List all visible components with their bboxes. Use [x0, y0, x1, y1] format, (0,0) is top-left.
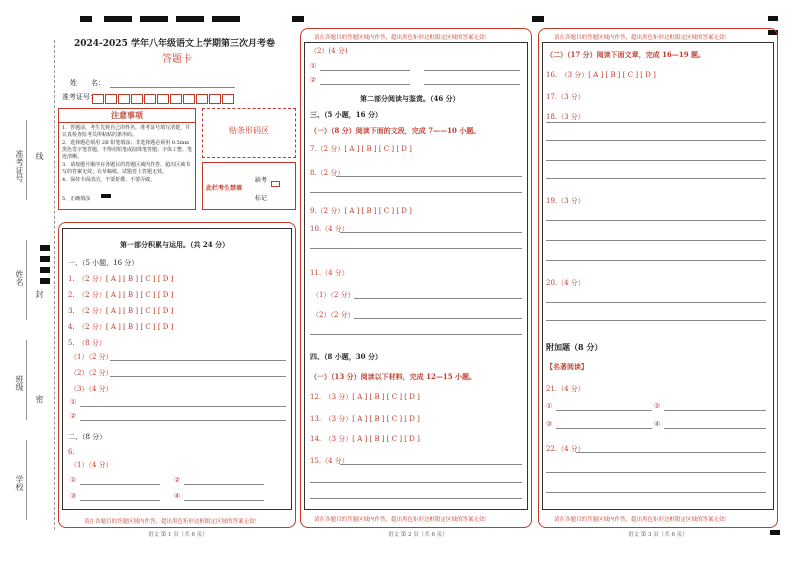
- question-18: 18.（3 分）: [546, 113, 585, 121]
- registration-mark: [770, 530, 780, 535]
- group-1: （一）（8 分）阅读下面的文段，完成 7——10 小题。: [310, 126, 481, 135]
- barcode-label: 贴条形码区: [229, 126, 269, 135]
- section-title-2: 第二部分阅读与鉴赏。（46 分）: [360, 94, 460, 103]
- answer-line[interactable]: [546, 240, 766, 241]
- fill-sample: [101, 194, 111, 198]
- question-7[interactable]: 7.（2 分）[ A ] [ B ] [ C ] [ D ]: [310, 145, 412, 153]
- question-14[interactable]: 14. （3 分）[ A ] [ B ] [ C ] [ D ]: [310, 435, 420, 443]
- answer-line[interactable]: [310, 482, 522, 483]
- answer-line[interactable]: [310, 248, 522, 249]
- bonus-title: 附加题（8 分）: [546, 342, 603, 352]
- question-2[interactable]: 2. （2 分）[ A ] [ B ] [ C ] [ D ]: [68, 291, 174, 299]
- answer-line[interactable]: [546, 320, 766, 321]
- choice-6-2: ②: [174, 476, 181, 484]
- absent-label: 此栏考生禁填: [206, 185, 243, 192]
- answer-line[interactable]: [310, 334, 522, 335]
- registration-mark: [80, 16, 92, 22]
- id-label: 准考证号：: [62, 93, 97, 101]
- side-underline: [26, 120, 27, 200]
- notice-box: [58, 108, 196, 210]
- footer-2: 语文 第 2 页（共 6 页）: [388, 532, 448, 538]
- registration-mark: [40, 245, 50, 251]
- warning-2-top: 请在各题目的答题区域内作答，超出黑色矩形边框限定区域的答案无效！: [314, 35, 491, 41]
- answer-line[interactable]: [546, 260, 766, 261]
- answer-line[interactable]: [80, 484, 160, 485]
- choice-3-1: ①: [546, 402, 553, 410]
- answer-line[interactable]: [546, 492, 766, 493]
- choice-3-4: ④: [654, 420, 661, 428]
- question-12[interactable]: 12. （3 分）[ A ] [ B ] [ C ] [ D ]: [310, 393, 420, 401]
- choice-2-2: ②: [310, 76, 317, 84]
- footer-1: 语文 第 1 页（共 6 页）: [148, 532, 208, 538]
- question-5-2: （2）（2 分）: [70, 369, 113, 377]
- question-13[interactable]: 13. （3 分）[ A ] [ B ] [ C ] [ D ]: [310, 415, 420, 423]
- answer-line[interactable]: [546, 140, 766, 141]
- side-label-id: 准考证号: [15, 150, 24, 182]
- side-label-class: 班级: [15, 375, 24, 391]
- answer-line[interactable]: [664, 428, 766, 429]
- absent-box: [202, 162, 296, 210]
- answer-line[interactable]: [80, 500, 160, 501]
- side-label-school: 学校: [15, 475, 24, 491]
- binding-line: [54, 40, 55, 530]
- answer-line[interactable]: [556, 428, 652, 429]
- answer-line[interactable]: [576, 452, 766, 453]
- name-field[interactable]: [110, 87, 235, 88]
- question-9[interactable]: 9.（2 分）[ A ] [ B ] [ C ] [ D ]: [310, 207, 412, 215]
- absent-mark-label: 缺考: [255, 177, 268, 184]
- registration-mark: [140, 16, 168, 22]
- question-3[interactable]: 3. （2 分）[ A ] [ B ] [ C ] [ D ]: [68, 307, 174, 315]
- side-underline: [26, 240, 27, 320]
- answer-line[interactable]: [80, 406, 286, 407]
- answer-line[interactable]: [546, 302, 766, 303]
- part-3: 三、（5 小题，16 分）: [310, 110, 382, 119]
- answer-line[interactable]: [354, 318, 522, 319]
- question-4[interactable]: 4. （2 分）[ A ] [ B ] [ C ] [ D ]: [68, 323, 174, 331]
- answer-line[interactable]: [336, 176, 522, 177]
- notice-title: 注意事项: [59, 109, 195, 123]
- registration-mark: [40, 267, 50, 273]
- question-21: 21.（4 分）: [546, 385, 585, 393]
- registration-mark: [40, 256, 50, 262]
- side-underline: [26, 440, 27, 520]
- registration-mark: [532, 16, 544, 22]
- notice-item: 1．答题前，考生先将自己的姓名，准考证号填写清楚，并认真检查监考员所粘贴的条形码。: [62, 125, 191, 138]
- registration-mark: [104, 16, 132, 22]
- answer-line[interactable]: [340, 464, 522, 465]
- group-2: （一）（13 分）阅读以下材料，完成 12—15 小题。: [310, 372, 477, 381]
- section-title-1: 第一部分积累与运用。（共 24 分）: [120, 240, 230, 249]
- page-title: 2024-2025 学年八年级语文上学期第三次月考卷: [74, 39, 275, 49]
- answer-line[interactable]: [110, 376, 286, 377]
- answer-line[interactable]: [320, 84, 410, 85]
- answer-line[interactable]: [546, 160, 766, 161]
- answer-line[interactable]: [184, 484, 264, 485]
- answer-line[interactable]: [664, 410, 766, 411]
- notice-item: 5．正确填涂: [62, 196, 91, 202]
- registration-mark: [40, 278, 50, 284]
- answer-line[interactable]: [340, 232, 522, 233]
- answer-line[interactable]: [310, 192, 522, 193]
- question-6-2: （2）(4 分): [310, 47, 348, 55]
- registration-mark: [176, 16, 204, 22]
- group-3: （二）（17 分）阅读下面文章，完成 16—19 题。: [546, 50, 706, 59]
- side-label-secret: 密: [35, 395, 44, 403]
- answer-line[interactable]: [546, 122, 766, 123]
- part-1: 一、（5 小题，16 分）: [68, 259, 139, 267]
- question-15: 15.（4 分）: [310, 457, 349, 465]
- question-6: 6.: [68, 448, 75, 456]
- answer-line[interactable]: [320, 70, 410, 71]
- answer-line[interactable]: [184, 500, 264, 501]
- question-5-1: （1）（2 分）: [70, 353, 113, 361]
- absent-mark-label: 标记: [255, 195, 268, 202]
- answer-line[interactable]: [424, 84, 520, 85]
- warning-2: 请在各题目的答题区域内作答，超出黑色矩形边框限定区域的答案无效！: [314, 517, 491, 523]
- answer-line[interactable]: [310, 498, 522, 499]
- side-label-line: 线: [35, 152, 44, 160]
- registration-mark: [212, 16, 240, 22]
- side-label-seal: 封: [35, 290, 44, 298]
- answer-line[interactable]: [80, 420, 286, 421]
- footer-3: 语文 第 3 页（共 6 页）: [628, 532, 688, 538]
- barcode-area: [202, 108, 296, 158]
- choice-6-3: ③: [70, 492, 77, 500]
- answer-line[interactable]: [546, 220, 766, 221]
- warning-1: 请在各题目的答题区域内作答，超出黑色矩形边框限定区域的答案无效！: [84, 519, 261, 525]
- warning-3: 请在各题目的答题区域内作答，超出黑色矩形边框限定区域的答案无效！: [554, 517, 731, 523]
- part-4: 四、（8 小题，30 分）: [310, 352, 382, 361]
- question-22: 22.（4 分）: [546, 445, 585, 453]
- question-11-1: （1）（2 分）: [312, 291, 355, 299]
- page-subtitle: 答题卡: [162, 54, 192, 65]
- side-label-name: 姓名: [15, 270, 24, 286]
- question-20: 20.（4 分）: [546, 279, 585, 287]
- registration-mark: [292, 16, 304, 22]
- warning-3-top: 请在各题目的答题区域内作答，超出黑色矩形边框限定区域的答案无效！: [554, 35, 731, 41]
- notice-item: 3．请按题号顺序在各题目的答题区域内作答，超出区域书写的答案无效；在草稿纸、试题卷上答题无效。: [62, 162, 191, 175]
- answer-line[interactable]: [546, 178, 766, 179]
- answer-line[interactable]: [546, 472, 766, 473]
- question-19: 19.（3 分）: [546, 197, 585, 205]
- id-boxes[interactable]: [92, 89, 235, 108]
- absent-checkbox[interactable]: [271, 181, 280, 187]
- choice-2: ②: [70, 412, 77, 420]
- question-10: 10.（4 分）: [310, 225, 349, 233]
- question-1[interactable]: 1. （2 分）[ A ] [ B ] [ C ] [ D ]: [68, 275, 174, 283]
- name-label: 姓 名：: [70, 79, 105, 87]
- side-underline: [26, 340, 27, 420]
- notice-item: 4．保持卡面清洁，不要折叠、不要弄破。: [62, 177, 156, 183]
- choice-2-1: ①: [310, 62, 317, 70]
- famous-reading: 【名著阅读】: [546, 362, 588, 371]
- choice-3-2: ②: [654, 402, 661, 410]
- question-17: 17.（3 分）: [546, 93, 585, 101]
- answer-line[interactable]: [354, 298, 522, 299]
- choice-6-4: ④: [174, 492, 181, 500]
- answer-line[interactable]: [556, 410, 652, 411]
- question-11-2: （2）（2 分）: [312, 311, 355, 319]
- notice-item: 2．选择题必须用 2B 铅笔填涂；非选择题必须用 0.5mm 黑色签字笔答题，不得用铅笔或圆珠笔答题；字体工整、笔迹清晰。: [62, 140, 193, 160]
- question-16[interactable]: 16. （3 分）[ A ] [ B ] [ C ] [ D ]: [546, 71, 656, 79]
- question-5-3: （3）（4 分）: [70, 385, 113, 393]
- question-8: 8.（2 分）: [310, 169, 345, 177]
- registration-mark: [768, 16, 778, 21]
- answer-line[interactable]: [110, 360, 286, 361]
- choice-1: ①: [70, 398, 77, 406]
- choice-6-1: ①: [70, 476, 77, 484]
- answer-line[interactable]: [424, 70, 520, 71]
- question-6-1: （1）（4 分）: [70, 461, 113, 469]
- question-11: 11.（4 分）: [310, 269, 349, 277]
- part-2: 二、（8 分）: [68, 433, 107, 441]
- question-5: 5. （8 分）: [68, 339, 106, 347]
- choice-3-3: ③: [546, 420, 553, 428]
